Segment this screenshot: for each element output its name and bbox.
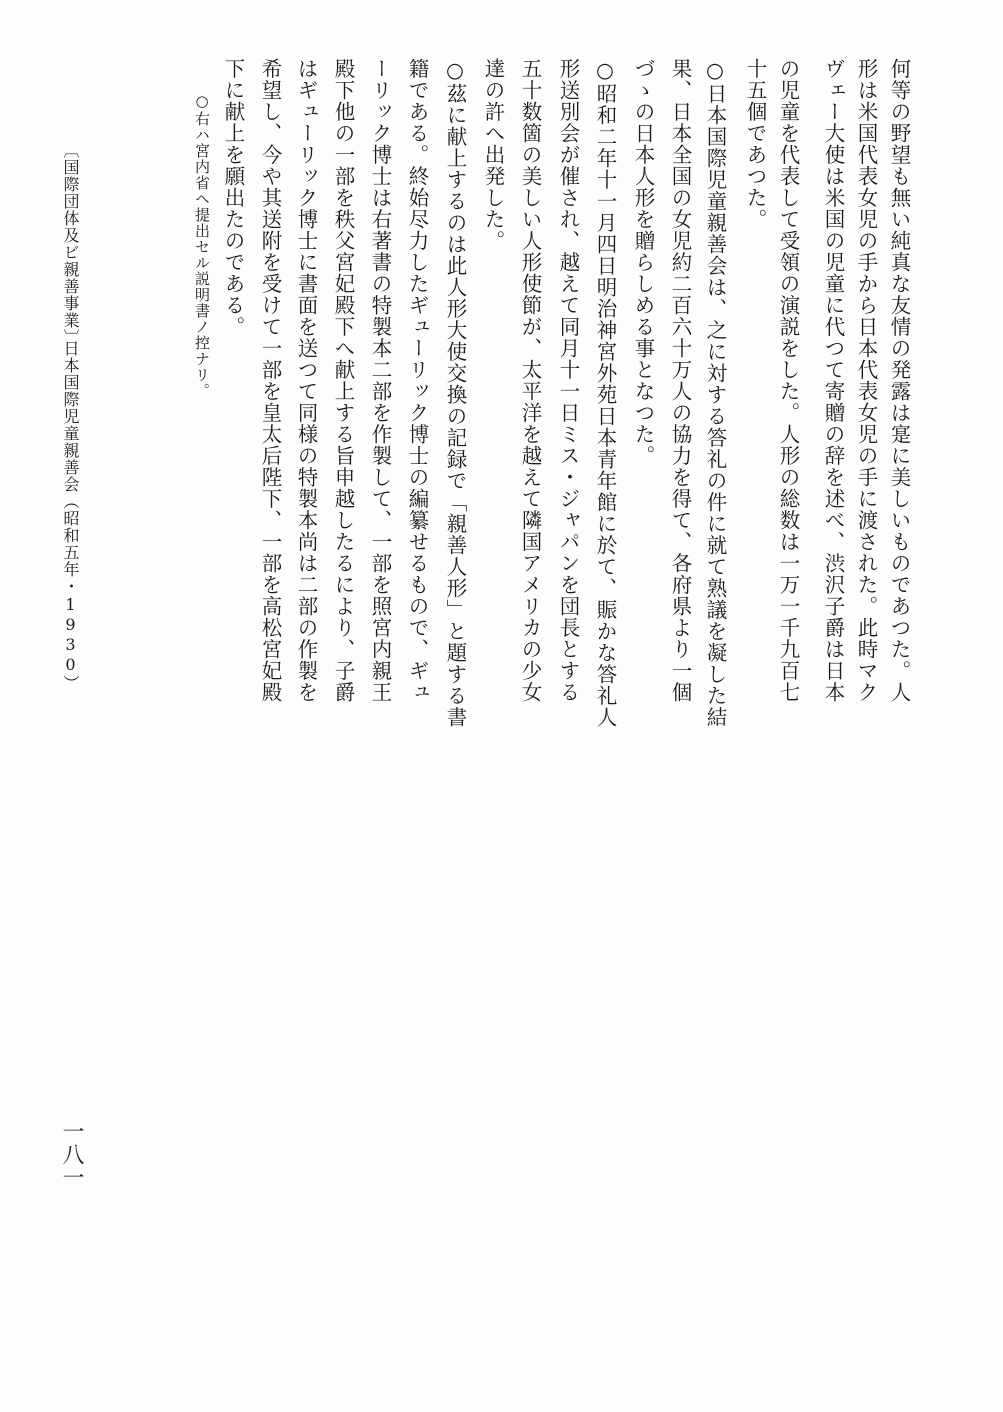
page-number: 一八一 — [59, 1120, 84, 1189]
body-line-6: ○日本国際児童親善会は、之に対する答礼の件に就て熟議を凝した結 — [703, 58, 727, 728]
body-line-7: 果、日本全国の女児約二百六十万人の協力を得て、各府県より一個 — [668, 58, 692, 703]
running-header-section: 〔国際団体及ビ親善事業〕 — [61, 142, 80, 346]
body-line-1: 何等の野望も無い純真な友情の発露は寔に美しいものであつた。人 — [887, 58, 911, 703]
body-line-19: 下に献上を願出たのである。 — [221, 58, 245, 338]
body-line-4: の児童を代表して受領の演説をした。人形の総数は一万一千九百七 — [776, 58, 800, 703]
body-line-18: 希望し、今や其送附を受けて一部を皇太后陛下、一部を高松宮妃殿 — [258, 58, 282, 703]
body-line-11: 五十数箇の美しい人形使節が、太平洋を越えて隣国アメリカの少女 — [518, 58, 542, 703]
body-line-13: ○茲に献上するのは此人形大使交換の記録で「親善人形」と題する書 — [443, 58, 467, 728]
body-line-9: ○昭和二年十一月四日明治神宮外苑日本青年館に於て、賑かな答礼人 — [593, 58, 617, 728]
body-line-10: 形送別会が催され、越えて同月十一日ミス・ジャパンを団長とする — [556, 58, 580, 703]
body-line-15: ーリック博士は右著書の特製本二部を作製して、一部を照宮内親王 — [368, 58, 392, 703]
body-line-12: 達の許へ出発した。 — [481, 58, 505, 252]
running-header-title: 日本国際児童親善会（昭和五年・1930） — [61, 340, 80, 692]
note-line: ○右ハ宮内省ヘ提出セル説明書ノ控ナリ。 — [193, 92, 211, 399]
body-line-5: 十五個であつた。 — [743, 58, 767, 230]
body-line-17: はギューリック博士に書面を送つて同様の特製本尚は二部の作製を — [294, 58, 318, 703]
body-line-8: づゝの日本人形を贈らしめる事となつた。 — [631, 58, 655, 467]
body-line-14: 籍である。終始尽力したギューリック博士の編纂せるもので、ギュ — [405, 58, 429, 703]
body-line-2: 形は米国代表女児の手から日本代表女児の手に渡された。此時マク — [854, 58, 878, 703]
body-line-3: ヴェー大使は米国の児童に代つて寄贈の辞を述べ、渋沢子爵は日本 — [821, 58, 845, 703]
body-line-16: 殿下他の一部を秩父宮妃殿下へ献上する旨申越したるにより、子爵 — [331, 58, 355, 703]
